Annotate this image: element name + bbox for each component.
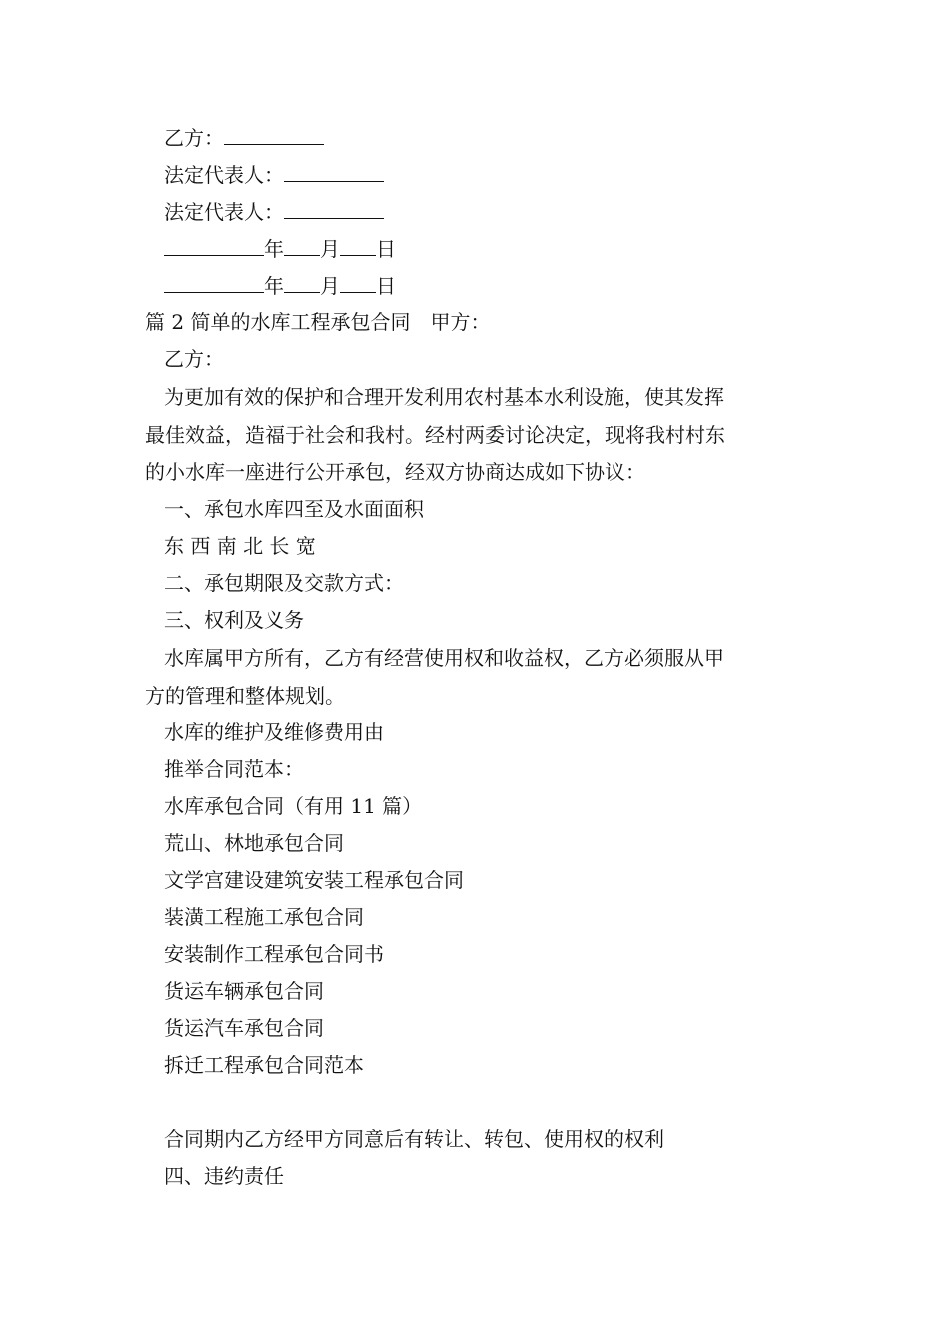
recommended-link[interactable]: 货运车辆承包合同 (164, 979, 324, 1003)
recommended-link[interactable]: 装潢工程施工承包合同 (164, 905, 364, 929)
day-label: 日 (376, 274, 396, 298)
year-label: 年 (264, 237, 284, 261)
recommended-link[interactable]: 荒山、林地承包合同 (164, 831, 344, 855)
date-line-1 (164, 235, 396, 262)
section-heading: 篇 2 简单的水库工程承包合同 甲方： (145, 310, 491, 334)
recommended-link[interactable]: 拆迁工程承包合同范本 (164, 1053, 364, 1077)
rights-paragraph-line-2: 方的管理和整体规划。 (145, 684, 345, 708)
intro-paragraph-line-3: 的小水库一座进行公开承包，经双方协商达成如下协议： (145, 460, 645, 484)
legal-rep-line-2 (164, 198, 384, 225)
party-b-line: 乙方： (164, 347, 224, 371)
recommended-link[interactable]: 货运汽车承包合同 (164, 1016, 324, 1040)
legal-rep-line-1 (164, 161, 384, 188)
day-label: 日 (376, 237, 396, 261)
recommended-link[interactable]: 安装制作工程承包合同书 (164, 942, 384, 966)
recommended-link[interactable]: 文学宫建设建筑安装工程承包合同 (164, 868, 464, 892)
month-label: 月 (320, 237, 340, 261)
month-label: 月 (320, 274, 340, 298)
month-blank (284, 235, 320, 256)
recommend-label: 推举合同范本： (164, 757, 304, 781)
clause-4-heading: 四、违约责任 (164, 1164, 284, 1188)
rights-paragraph-line-1: 水库属甲方所有，乙方有经营使用权和收益权，乙方必须服从甲 (164, 646, 724, 670)
intro-paragraph-line-2: 最佳效益，造福于社会和我村。经村两委讨论决定，现将我村村东 (145, 423, 725, 447)
transfer-clause: 合同期内乙方经甲方同意后有转让、转包、使用权的权利 (164, 1127, 664, 1151)
year-blank (164, 235, 264, 256)
day-blank (340, 272, 376, 293)
year-blank (164, 272, 264, 293)
clause-1-heading: 一、承包水库四至及水面面积 (164, 497, 424, 521)
maintenance-line: 水库的维护及维修费用由 (164, 720, 384, 744)
legal-rep-blank-2 (284, 198, 384, 219)
party-b-label: 乙方： (164, 126, 224, 150)
year-label: 年 (264, 274, 284, 298)
clause-3-heading: 三、权利及义务 (164, 608, 304, 632)
legal-rep-blank-1 (284, 161, 384, 182)
month-blank (284, 272, 320, 293)
directions-line: 东 西 南 北 长 宽 (164, 534, 316, 558)
legal-rep-label-2: 法定代表人： (164, 200, 284, 224)
date-line-2 (164, 272, 396, 299)
intro-paragraph-line-1: 为更加有效的保护和合理开发利用农村基本水利设施，使其发挥 (164, 385, 724, 409)
party-b-blank (224, 124, 324, 145)
legal-rep-label-1: 法定代表人： (164, 163, 284, 187)
day-blank (340, 235, 376, 256)
party-b-signature-line (164, 124, 324, 151)
clause-2-heading: 二、承包期限及交款方式： (164, 571, 404, 595)
recommended-link[interactable]: 水库承包合同（有用 11 篇） (164, 794, 423, 818)
